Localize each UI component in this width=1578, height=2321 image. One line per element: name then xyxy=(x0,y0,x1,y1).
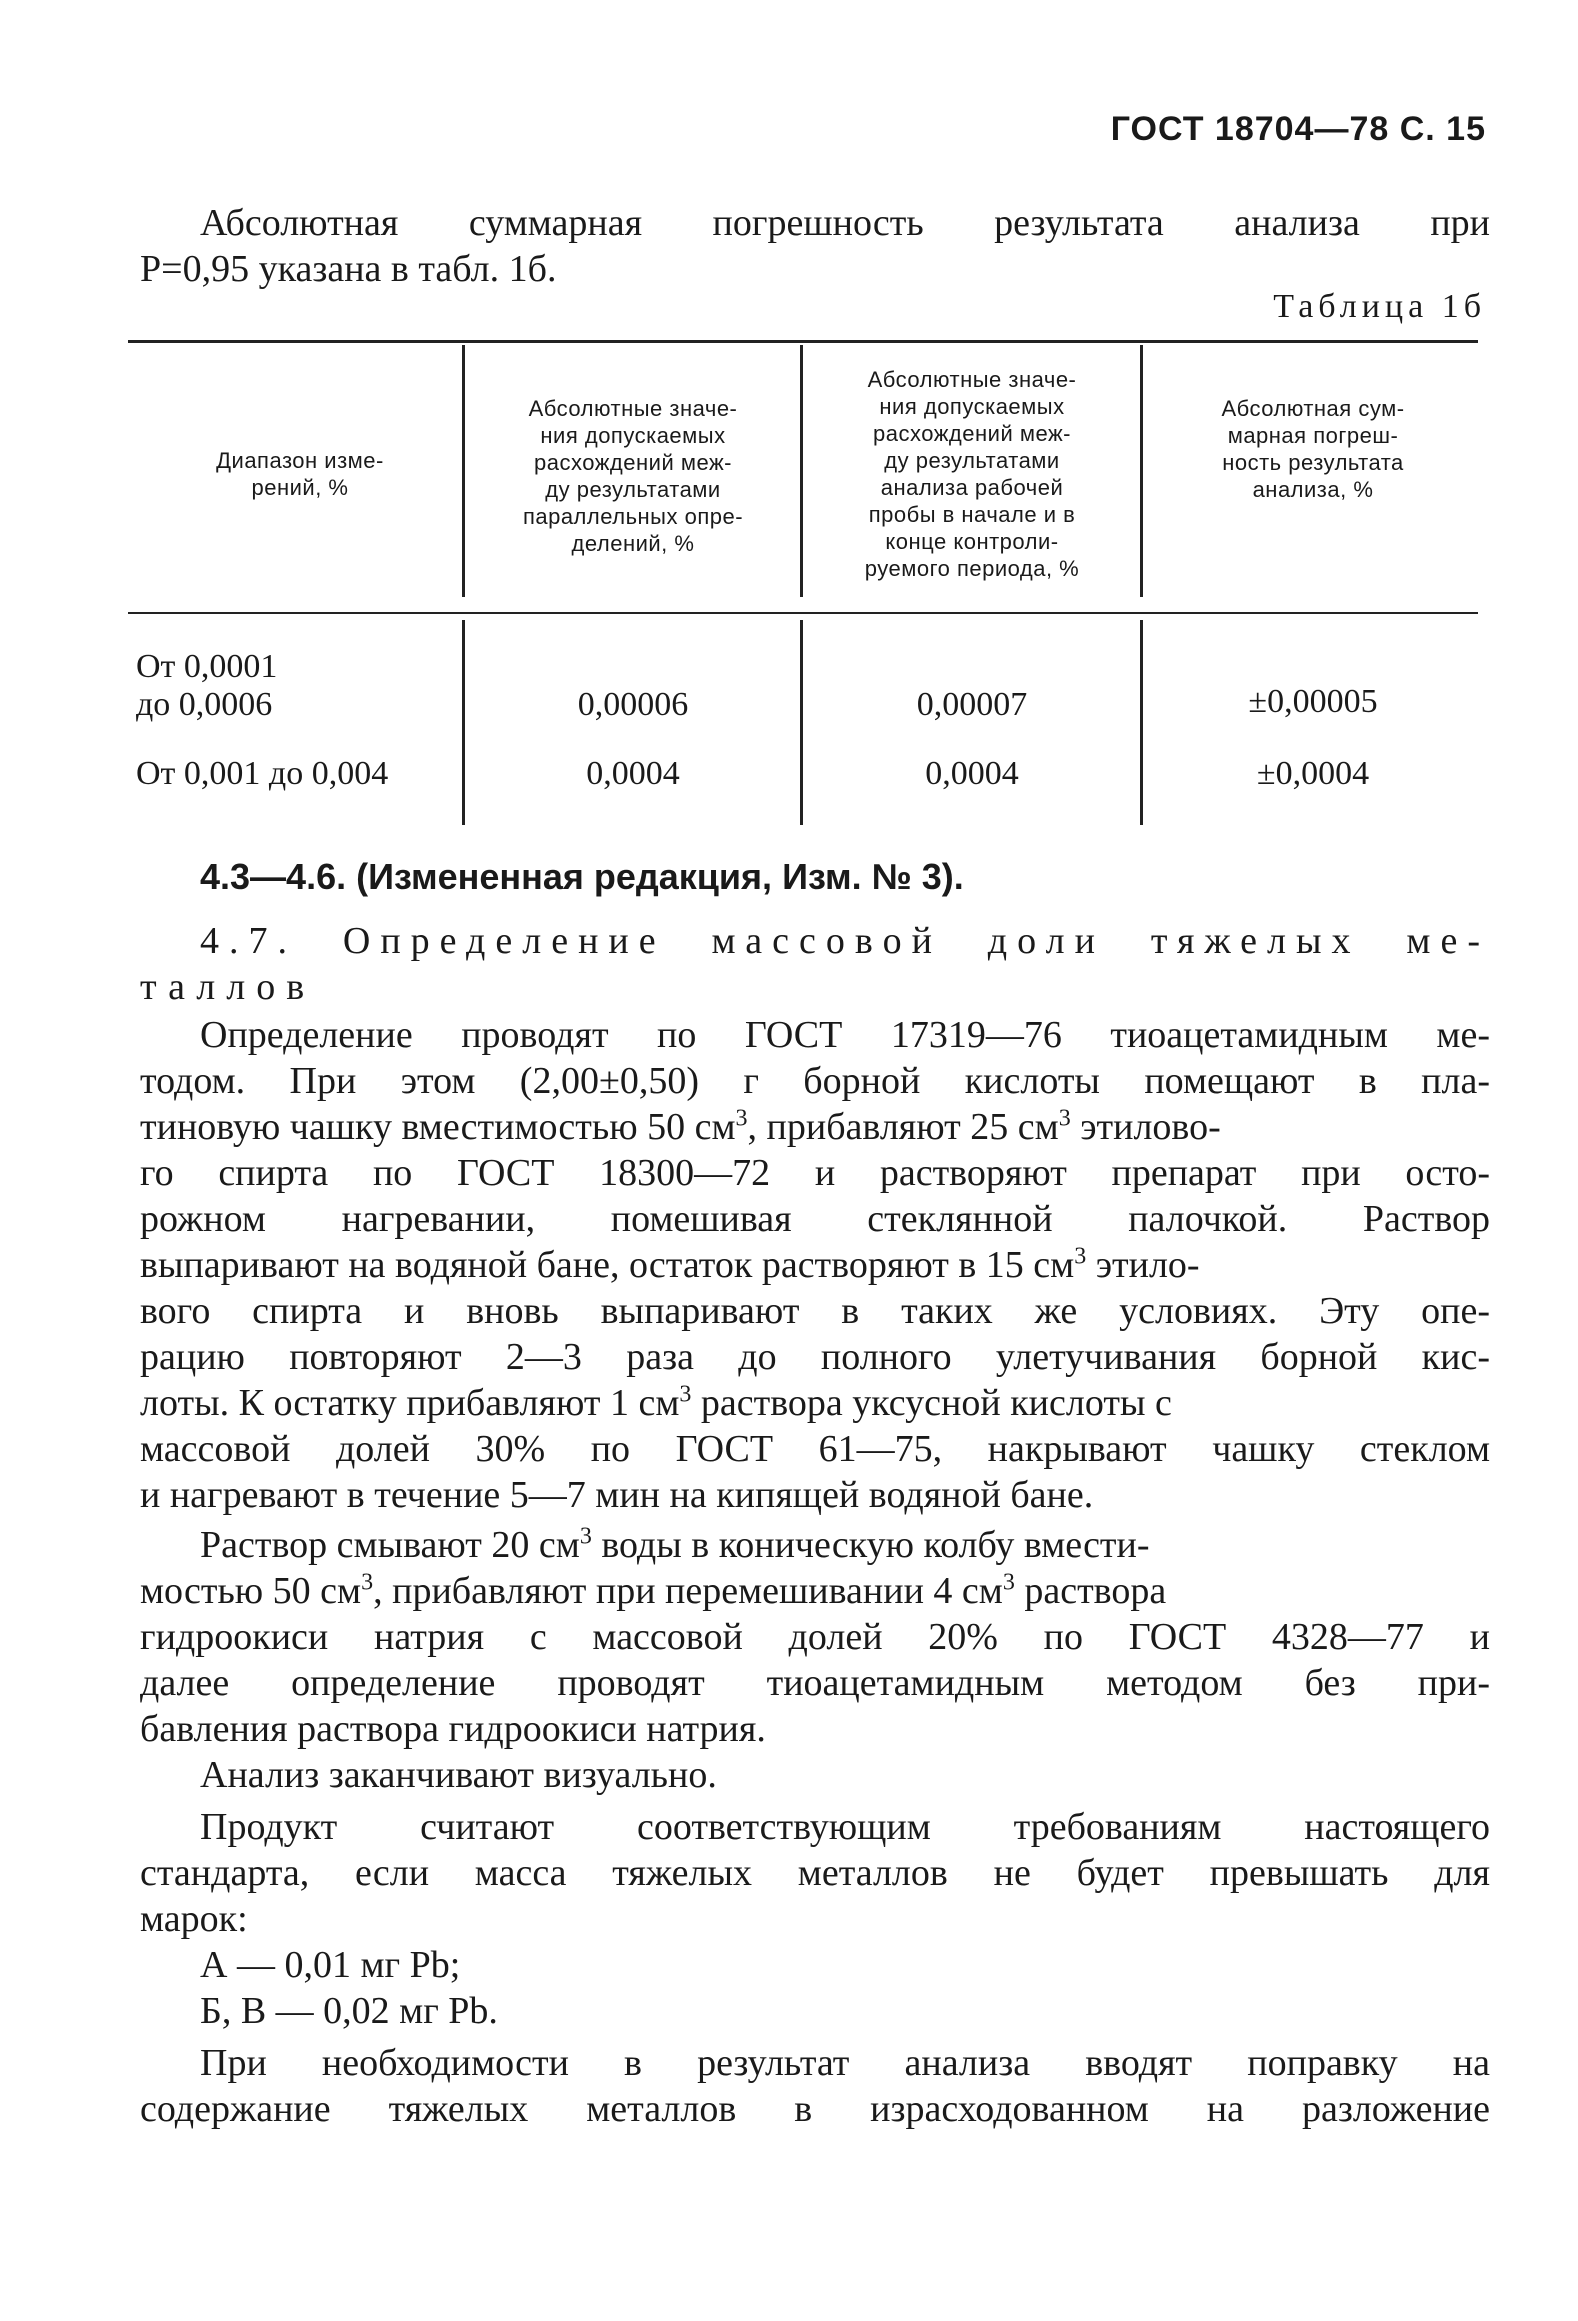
section-title-line-1: 4.7. Определение массовой доли тяжелых ме- xyxy=(200,920,1490,962)
text-line: лоты. К остатку прибавляют 1 $см^3$ раствора уксусной кислоты с xyxy=(140,1381,1172,1424)
text-line: рожном нагревании, помешивая стеклянной палочкой. Раствор xyxy=(140,1198,1490,1240)
text-segment: тиновую чашку вместимостью 50 $см^3$, прибавляют 25 $см^3$ этилово- xyxy=(140,1105,1221,1148)
table-cell-parallel: 0,0004 xyxy=(586,755,680,792)
table-vrule xyxy=(462,620,465,825)
text-line: При необходимости в результат анализа вводят поправку на xyxy=(200,2042,1490,2084)
table-vrule xyxy=(462,345,465,597)
table-header-period: Абсолютные значе- ния допускаемых расхождений меж- ду результатами анализа рабочей пробы в начале и в конце контроли- руемого периода, % xyxy=(864,367,1080,581)
table-header-parallel: Абсолютные значе- ния допускаемых расхождений меж- ду результатами параллельных опре- делений, % xyxy=(522,396,744,556)
table-vrule xyxy=(1140,620,1143,825)
text-line: и нагревают в течение 5—7 мин на кипящей водяной бане. xyxy=(140,1474,1094,1516)
table-top-rule xyxy=(128,340,1478,343)
text-line: мостью 50 $см^3$, прибавляют при перемешивании 4 $см^3$ раствора xyxy=(140,1569,1167,1612)
intro-line-1: Абсолютная суммарная погрешность результата анализа при xyxy=(200,202,1490,244)
text-line: массовой долей 30% по ГОСТ 61—75, накрывают чашку стеклом xyxy=(140,1428,1490,1470)
text-line: гидроокиси натрия с массовой долей 20% по ГОСТ 4328—77 и xyxy=(140,1616,1490,1658)
table-cell-range: От 0,001 до 0,004 xyxy=(136,755,389,792)
intro-line-2: P=0,95 указана в табл. 1б. xyxy=(140,248,557,290)
text-line xyxy=(140,1104,1490,1150)
section-title-line-2: таллов xyxy=(140,966,316,1008)
amendment-note: 4.3—4.6. (Измененная редакция, Изм. № 3). xyxy=(200,856,964,897)
text-line: тодом. При этом (2,00±0,50) г борной кислоты помещают в пла- xyxy=(140,1060,1490,1102)
table-cell-parallel: 0,00006 xyxy=(577,686,689,723)
table-header-rule xyxy=(128,612,1478,614)
text-line: выпаривают на водяной бане, остаток растворяют в 15 $см^3$ этило- xyxy=(140,1243,1200,1286)
text-line: марок: xyxy=(140,1898,248,1940)
table-cell-period: 0,00007 xyxy=(916,686,1028,723)
text-line: рацию повторяют 2—3 раза до полного улетучивания борной кис- xyxy=(140,1336,1490,1378)
text-line: далее определение проводят тиоацетамидным методом без при- xyxy=(140,1662,1490,1704)
text-line: Раствор смывают 20 $см^3$ воды в коническую колбу вмести- xyxy=(200,1523,1150,1566)
table-caption: Таблица 1б xyxy=(1273,288,1486,325)
text-line: содержание тяжелых металлов в израсходованном на разложение xyxy=(140,2088,1490,2130)
text-line: Продукт считают соответствующим требованиям настоящего xyxy=(200,1806,1490,1848)
mark-item: Б, В — 0,02 мг Pb. xyxy=(200,1990,498,2032)
mark-item: А — 0,01 мг Pb; xyxy=(200,1944,461,1986)
text-line: стандарта, если масса тяжелых металлов не будет превышать для xyxy=(140,1852,1490,1894)
table-cell-range: От 0,0001 до 0,0006 xyxy=(136,648,278,723)
table-cell-total: ±0,00005 xyxy=(1248,683,1378,720)
table-vrule xyxy=(1140,345,1143,597)
table-header-range: Диапазон изме- рений, % xyxy=(216,448,384,500)
page-header: ГОСТ 18704—78 С. 15 xyxy=(1110,110,1486,148)
text-line: бавления раствора гидроокиси натрия. xyxy=(140,1708,766,1750)
table-cell-period: 0,0004 xyxy=(925,755,1019,792)
table-vrule xyxy=(800,620,803,825)
text-line: го спирта по ГОСТ 18300—72 и растворяют препарат при осто- xyxy=(140,1152,1490,1194)
paragraph-visual: Анализ заканчивают визуально. xyxy=(200,1754,717,1796)
table-header-total: Абсолютная сум- марная погреш- ность результата анализа, % xyxy=(1221,396,1405,502)
table-cell-total: ±0,0004 xyxy=(1256,755,1370,792)
text-line: вого спирта и вновь выпаривают в таких же условиях. Эту опе- xyxy=(140,1290,1490,1332)
text-line: Определение проводят по ГОСТ 17319—76 тиоацетамидным ме- xyxy=(200,1014,1490,1056)
table-vrule xyxy=(800,345,803,597)
